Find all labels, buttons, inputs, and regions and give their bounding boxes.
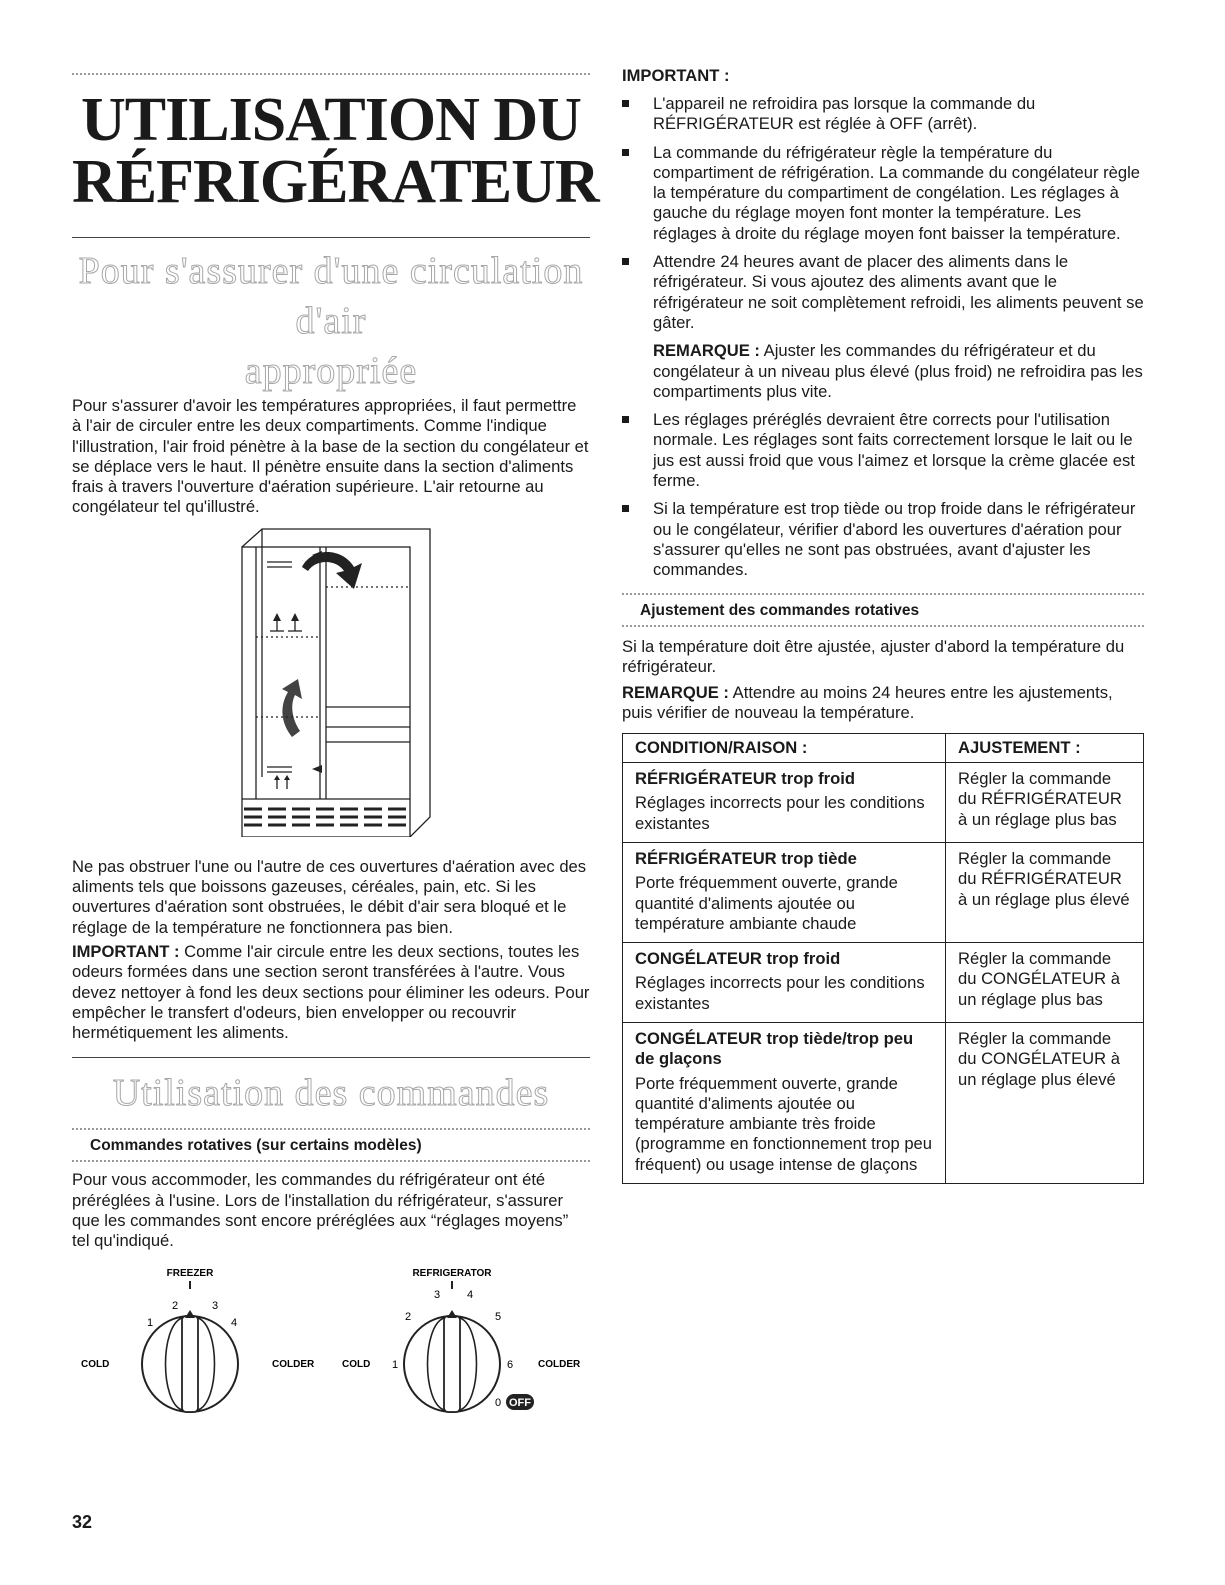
important-label: IMPORTANT : — [72, 941, 180, 961]
important-paragraph — [72, 942, 590, 1043]
condition-title: CONGÉLATEUR trop tiède/trop peu de glaçons — [635, 1028, 914, 1069]
freezer-number-4: 4 — [230, 1316, 238, 1329]
page-number: 32 — [72, 1512, 93, 1532]
header-adjustment: AJUSTEMENT : — [946, 733, 1144, 762]
adjust-paragraph: Si la température doit être ajustée, ajuster d'abord la température du réfrigérateur. — [622, 636, 1125, 676]
off-label: OFF — [509, 1396, 531, 1409]
condition-cell — [623, 943, 946, 1023]
list-item — [622, 252, 1144, 402]
bullet-text: La commande du réfrigérateur règle la température du compartiment de réfrigération. La commande du congélateur règle la température du compartiment de congélation. Les réglages à gauche du réglage moyen font monter la température. Les réglages à droite du réglage moyen font baisser la température. — [653, 142, 1141, 243]
important-text: Comme l'air circule entre les deux sections, toutes les odeurs formées dans une section seront transférées à l'autre. Vous devez nettoyer à fond les deux sections pour éliminer les odeurs. Pour empêcher le transfert d'odeurs, bien envelopper ou recouvrir hermétiquement les aliments. — [72, 941, 590, 1043]
air-circulation-paragraph: Pour s'assurer d'avoir les températures appropriées, il faut permettre à l'air de circuler entre les deux compartiments. Comme l'indique l'illustration, l'air froid pénètre à la base de la section du congélateur et se déplace vers le haut. Il pénètre ensuite dans la section d'aliments frais à travers l'ouverture d'aération supérieure. L'air retourne au congélateur tel qu'illustré. — [72, 396, 589, 517]
adjust-subhead-bottom-rule — [622, 625, 1144, 627]
table-row — [623, 943, 1144, 1023]
freezer-colder-label: COLDER — [272, 1358, 315, 1370]
refrigerator-number-4: 4 — [466, 1288, 474, 1301]
section-heading-line-2: appropriée — [244, 350, 418, 392]
freezer-number-2: 2 — [171, 1299, 179, 1312]
subhead-bottom-rule — [72, 1160, 590, 1162]
bullet-square-icon — [622, 505, 629, 512]
table-row — [623, 1022, 1144, 1183]
adjustment-cell: Régler la commande du RÉFRIGÉRATEUR à un réglage plus élevé — [946, 842, 1144, 942]
condition-desc: Porte fréquemment ouverte, grande quantité d'aliments ajoutée ou température ambiante très froide (programme en fonctionnement trop peu fréquent) ou usage intense de glaçons — [635, 1073, 933, 1174]
subhead-top-rule — [72, 1128, 590, 1130]
section-divider — [72, 1057, 590, 1058]
condition-desc: Réglages incorrects pour les conditions existantes — [635, 973, 925, 1013]
section-heading-air-circulation — [72, 246, 590, 396]
adjustment-table — [622, 733, 1144, 1184]
condition-title: CONGÉLATEUR trop froid — [635, 949, 841, 969]
table-row — [623, 842, 1144, 942]
adjust-subhead-top-rule — [622, 593, 1144, 595]
freezer-dial — [81, 1268, 315, 1412]
condition-desc: Porte fréquemment ouverte, grande quantité d'aliments ajoutée ou température ambiante chaude — [635, 873, 898, 933]
bullet-text: Attendre 24 heures avant de placer des aliments dans le réfrigérateur. Si vous ajoutez des aliments avant que le réfrigérateur ne soit complètement refroidi, les aliments peuvent se gâter. — [653, 252, 1144, 332]
list-item — [622, 499, 1144, 580]
list-item — [622, 143, 1144, 244]
condition-cell — [623, 1022, 946, 1183]
refrigerator-number-1: 1 — [391, 1358, 399, 1371]
adjustment-cell: Régler la commande du RÉFRIGÉRATEUR à un réglage plus bas — [946, 763, 1144, 843]
adjust-note-label: REMARQUE : — [622, 683, 729, 703]
refrigerator-label: REFRIGERATOR — [412, 1267, 492, 1279]
bullet-text: Si la température est trop tiède ou trop froide dans le réfrigérateur ou le congélateur, vérifier d'abord les ouvertures d'aération pour s'assurer qu'elles ne sont pas obstruées, avant d'ajuster les commandes. — [653, 499, 1136, 580]
adjust-note-paragraph — [622, 683, 1144, 724]
refrigerator-number-3: 3 — [433, 1288, 441, 1301]
adjustment-cell: Régler la commande du CONGÉLATEUR à un réglage plus bas — [946, 943, 1144, 1023]
page-title — [72, 86, 599, 216]
table-header-row — [623, 733, 1144, 762]
subheading-adjust-rotary: Ajustement des commandes rotatives — [640, 601, 920, 619]
condition-cell — [623, 842, 946, 942]
condition-cell — [623, 763, 946, 843]
left-column — [72, 0, 599, 1424]
subheading-rotary-controls: Commandes rotatives (sur certains modèles) — [90, 1137, 422, 1155]
top-dotted-rule — [72, 73, 590, 75]
condition-desc: Réglages incorrects pour les conditions existantes — [635, 793, 925, 833]
condition-title: RÉFRIGÉRATEUR trop tiède — [635, 848, 857, 868]
important-bullet-list — [622, 94, 1144, 581]
important-heading: IMPORTANT : — [622, 66, 730, 85]
title-line-1: UTILISATION DU — [81, 86, 581, 154]
refrigerator-number-6: 6 — [506, 1358, 514, 1371]
list-item — [622, 410, 1144, 491]
freezer-cold-label: COLD — [81, 1358, 110, 1370]
section-heading-controls: Utilisation des commandes — [112, 1072, 550, 1115]
note-paragraph — [653, 341, 1144, 402]
refrigerator-cold-label: COLD — [342, 1358, 371, 1370]
right-column — [622, 0, 1144, 1184]
refrigerator-number-0: 0 — [494, 1396, 502, 1409]
header-condition: CONDITION/RAISON : — [623, 733, 946, 762]
bullet-square-icon — [622, 100, 629, 107]
title-divider — [72, 237, 590, 238]
bullet-text: Les réglages préréglés devraient être corrects pour l'utilisation normale. Les réglages sont faits correctement lorsque le lait ou le jus est aussi froid que vous l'aimez et lorsque la crème glacée est ferme. — [653, 410, 1135, 491]
adjustment-cell: Régler la commande du CONGÉLATEUR à un réglage plus élevé — [946, 1022, 1144, 1183]
note-label: REMARQUE : — [653, 341, 760, 361]
freezer-number-1: 1 — [146, 1316, 154, 1329]
condition-title: RÉFRIGÉRATEUR trop froid — [635, 769, 856, 789]
refrigerator-dial — [342, 1268, 581, 1412]
freezer-number-3: 3 — [211, 1299, 219, 1312]
controls-paragraph: Pour vous accommoder, les commandes du réfrigérateur ont été préréglées à l'usine. Lors de l'installation du réfrigérateur, s'assurer que les commandes sont encore préréglées aux “réglages moyens” tel qu'indiqué. — [72, 1170, 569, 1251]
freezer-label: FREEZER — [166, 1267, 214, 1279]
title-line-2: RÉFRIGÉRATEUR — [72, 148, 599, 216]
refrigerator-number-5: 5 — [494, 1310, 502, 1323]
bullet-square-icon — [622, 258, 629, 265]
refrigerator-number-2: 2 — [404, 1310, 412, 1323]
table-row — [623, 763, 1144, 843]
airflow-illustration — [232, 527, 432, 837]
control-dials — [72, 1264, 590, 1424]
refrigerator-colder-label: COLDER — [538, 1358, 581, 1370]
section-heading-line-1: Pour s'assurer d'une circulation d'air — [78, 250, 584, 342]
vent-warning-paragraph: Ne pas obstruer l'une ou l'autre de ces ouvertures d'aération avec des aliments tels que boissons gazeuses, céréales, pain, etc. Si les ouvertures d'aération sont obstruées, le débit d'air sera bloqué et le réglage de la température ne fonctionnera pas bien. — [72, 856, 587, 937]
bullet-text: L'appareil ne refroidira pas lorsque la commande du RÉFRIGÉRATEUR est réglée à OFF (arrêt). — [653, 94, 1036, 134]
list-item — [622, 94, 1144, 135]
bullet-square-icon — [622, 149, 629, 156]
bullet-square-icon — [622, 416, 629, 423]
note-text: Ajuster les commandes du réfrigérateur et du congélateur à un niveau plus élevé (plus froid) ne refroidira pas les compartiments plus vite. — [653, 341, 1143, 401]
adjust-note-text: Attendre au moins 24 heures entre les ajustements, puis vérifier de nouveau la température. — [622, 683, 1113, 723]
